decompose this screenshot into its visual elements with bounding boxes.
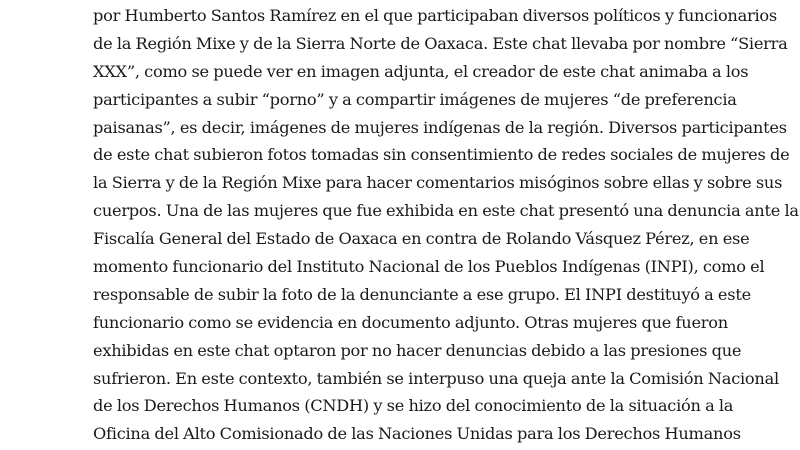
text-line: de la Región Mixe y de la Sierra Norte de Oaxaca. Este chat llevaba por nombre “Sierra [93, 33, 788, 53]
text-line: momento funcionario del Instituto Nacional de los Pueblos Indígenas (INPI), como el [93, 257, 765, 277]
text-line: participantes a subir “porno” y a compartir imágenes de mujeres “de preferencia [93, 89, 737, 109]
text-line: responsable de subir la foto de la denunciante a ese grupo. El INPI destituyó a este [93, 284, 751, 304]
text-line: exhibidas en este chat optaron por no hacer denuncias debido a las presiones que [93, 340, 742, 360]
text-line: sufrieron. En este contexto, también se interpuso una queja ante la Comisión Nacional [93, 368, 779, 388]
text-line: funcionario como se evidencia en documento adjunto. Otras mujeres que fueron [93, 312, 728, 332]
text-line: por Humberto Santos Ramírez en el que participaban diversos políticos y funcionarios [93, 6, 777, 25]
text-line: paisanas”, es decir, imágenes de mujeres indígenas de la región. Diversos participantes [93, 117, 787, 137]
paragraph [93, 2, 799, 448]
document-body [93, 2, 799, 448]
text-line: Oficina del Alto Comisionado de las Naciones Unidas para los Derechos Humanos [93, 424, 741, 444]
text-line: XXX”, como se puede ver en imagen adjunta, el creador de este chat animaba a los [93, 61, 749, 81]
text-line: de este chat subieron fotos tomadas sin consentimiento de redes sociales de mujeres de [93, 145, 790, 165]
text-line: Fiscalía General del Estado de Oaxaca en contra de Rolando Vásquez Pérez, en ese [93, 229, 750, 249]
text-line: cuerpos. Una de las mujeres que fue exhibida en este chat presentó una denuncia ante la [93, 201, 799, 221]
text-line: de los Derechos Humanos (CNDH) y se hizo del conocimiento de la situación a la [93, 396, 734, 416]
text-line: la Sierra y de la Región Mixe para hacer comentarios misóginos sobre ellas y sobre sus [93, 173, 783, 193]
